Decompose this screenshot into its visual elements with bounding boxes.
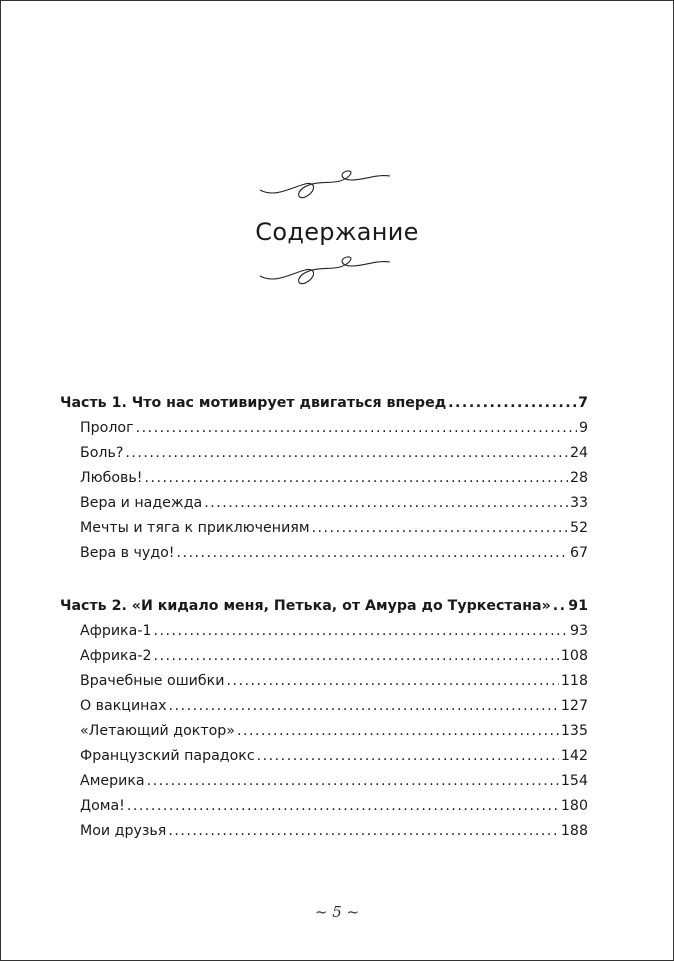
dot-leader bbox=[153, 623, 567, 639]
toc-entry-page: 127 bbox=[560, 698, 588, 714]
toc-entry-page: 135 bbox=[560, 723, 588, 739]
dot-leader bbox=[147, 773, 559, 789]
dot-leader bbox=[136, 420, 577, 436]
toc-entry-title: Любовь! bbox=[80, 470, 143, 486]
toc-chapter-entry[interactable] bbox=[60, 773, 588, 798]
toc-entry-page: 142 bbox=[560, 748, 588, 764]
toc-chapter-entry[interactable] bbox=[60, 495, 588, 520]
toc-entry-title: Пролог bbox=[80, 420, 134, 436]
toc-entry-title: «Летающий доктор» bbox=[80, 723, 235, 739]
toc-entry-title: Мечты и тяга к приключениям bbox=[80, 520, 310, 536]
toc-entry-page: 91 bbox=[568, 598, 588, 614]
toc-chapter-entry[interactable] bbox=[60, 420, 588, 445]
page-number-value: 5 bbox=[332, 903, 342, 921]
toc-entry-title: Африка-2 bbox=[80, 648, 152, 664]
toc-chapter-entry[interactable] bbox=[60, 798, 588, 823]
toc-entry-title: Вера в чудо! bbox=[80, 545, 175, 561]
toc-entry-title: Врачебные ошибки bbox=[80, 673, 225, 689]
page-number bbox=[0, 903, 674, 921]
dot-leader bbox=[257, 748, 559, 764]
dot-leader bbox=[153, 648, 558, 664]
table-of-contents bbox=[60, 395, 588, 848]
toc-entry-title: Часть 2. «И кидало меня, Петька, от Амура до Туркестана» bbox=[60, 598, 551, 614]
dot-leader bbox=[125, 445, 568, 461]
tilde-right: ~ bbox=[346, 903, 360, 921]
dot-leader bbox=[127, 798, 559, 814]
toc-chapter-entry[interactable] bbox=[60, 648, 588, 673]
toc-entry-page: 67 bbox=[569, 545, 588, 561]
toc-entry-title: Африка-1 bbox=[80, 623, 152, 639]
toc-entry-page: 24 bbox=[569, 445, 588, 461]
toc-chapter-entry[interactable] bbox=[60, 470, 588, 495]
toc-entry-title: Вера и надежда bbox=[80, 495, 203, 511]
dot-leader bbox=[226, 673, 558, 689]
dot-leader bbox=[553, 598, 566, 614]
dot-leader bbox=[168, 823, 559, 839]
toc-entry-title: Французский парадокс bbox=[80, 748, 255, 764]
dot-leader bbox=[177, 545, 568, 561]
toc-entry-page: 108 bbox=[560, 648, 588, 664]
toc-entry-page: 9 bbox=[578, 420, 588, 436]
toc-chapter-entry[interactable] bbox=[60, 545, 588, 570]
toc-entry-page: 118 bbox=[560, 673, 588, 689]
toc-entry-page: 154 bbox=[560, 773, 588, 789]
dot-leader bbox=[144, 470, 567, 486]
toc-entry-title: Дома! bbox=[80, 798, 125, 814]
tilde-left: ~ bbox=[314, 903, 328, 921]
page-title: Содержание bbox=[255, 218, 419, 246]
toc-entry-page: 180 bbox=[560, 798, 588, 814]
toc-entry-title: Мои друзья bbox=[80, 823, 167, 839]
toc-entry-title: Часть 1. Что нас мотивирует двигаться вперед bbox=[60, 395, 447, 411]
toc-chapter-entry[interactable] bbox=[60, 623, 588, 648]
toc-entry-page: 33 bbox=[569, 495, 588, 511]
toc-chapter-entry[interactable] bbox=[60, 723, 588, 748]
toc-entry-page: 28 bbox=[569, 470, 588, 486]
toc-chapter-entry[interactable] bbox=[60, 748, 588, 773]
flourish-ornament-bottom bbox=[255, 254, 395, 288]
toc-chapter-entry[interactable] bbox=[60, 520, 588, 545]
toc-entry-title: Боль? bbox=[80, 445, 124, 461]
flourish-ornament-top bbox=[255, 168, 395, 202]
dot-leader bbox=[204, 495, 568, 511]
toc-part-heading[interactable] bbox=[60, 598, 588, 623]
toc-entry-page: 52 bbox=[569, 520, 588, 536]
dot-leader bbox=[312, 520, 568, 536]
toc-entry-title: Америка bbox=[80, 773, 145, 789]
dot-leader bbox=[237, 723, 559, 739]
toc-entry-page: 7 bbox=[578, 395, 588, 411]
toc-chapter-entry[interactable] bbox=[60, 445, 588, 470]
section-gap bbox=[60, 570, 588, 598]
toc-entry-page: 93 bbox=[569, 623, 588, 639]
dot-leader bbox=[448, 395, 576, 411]
toc-part-heading[interactable] bbox=[60, 395, 588, 420]
toc-entry-title: О вакцинах bbox=[80, 698, 167, 714]
toc-chapter-entry[interactable] bbox=[60, 698, 588, 723]
toc-chapter-entry[interactable] bbox=[60, 673, 588, 698]
toc-chapter-entry[interactable] bbox=[60, 823, 588, 848]
dot-leader bbox=[169, 698, 559, 714]
toc-entry-page: 188 bbox=[560, 823, 588, 839]
